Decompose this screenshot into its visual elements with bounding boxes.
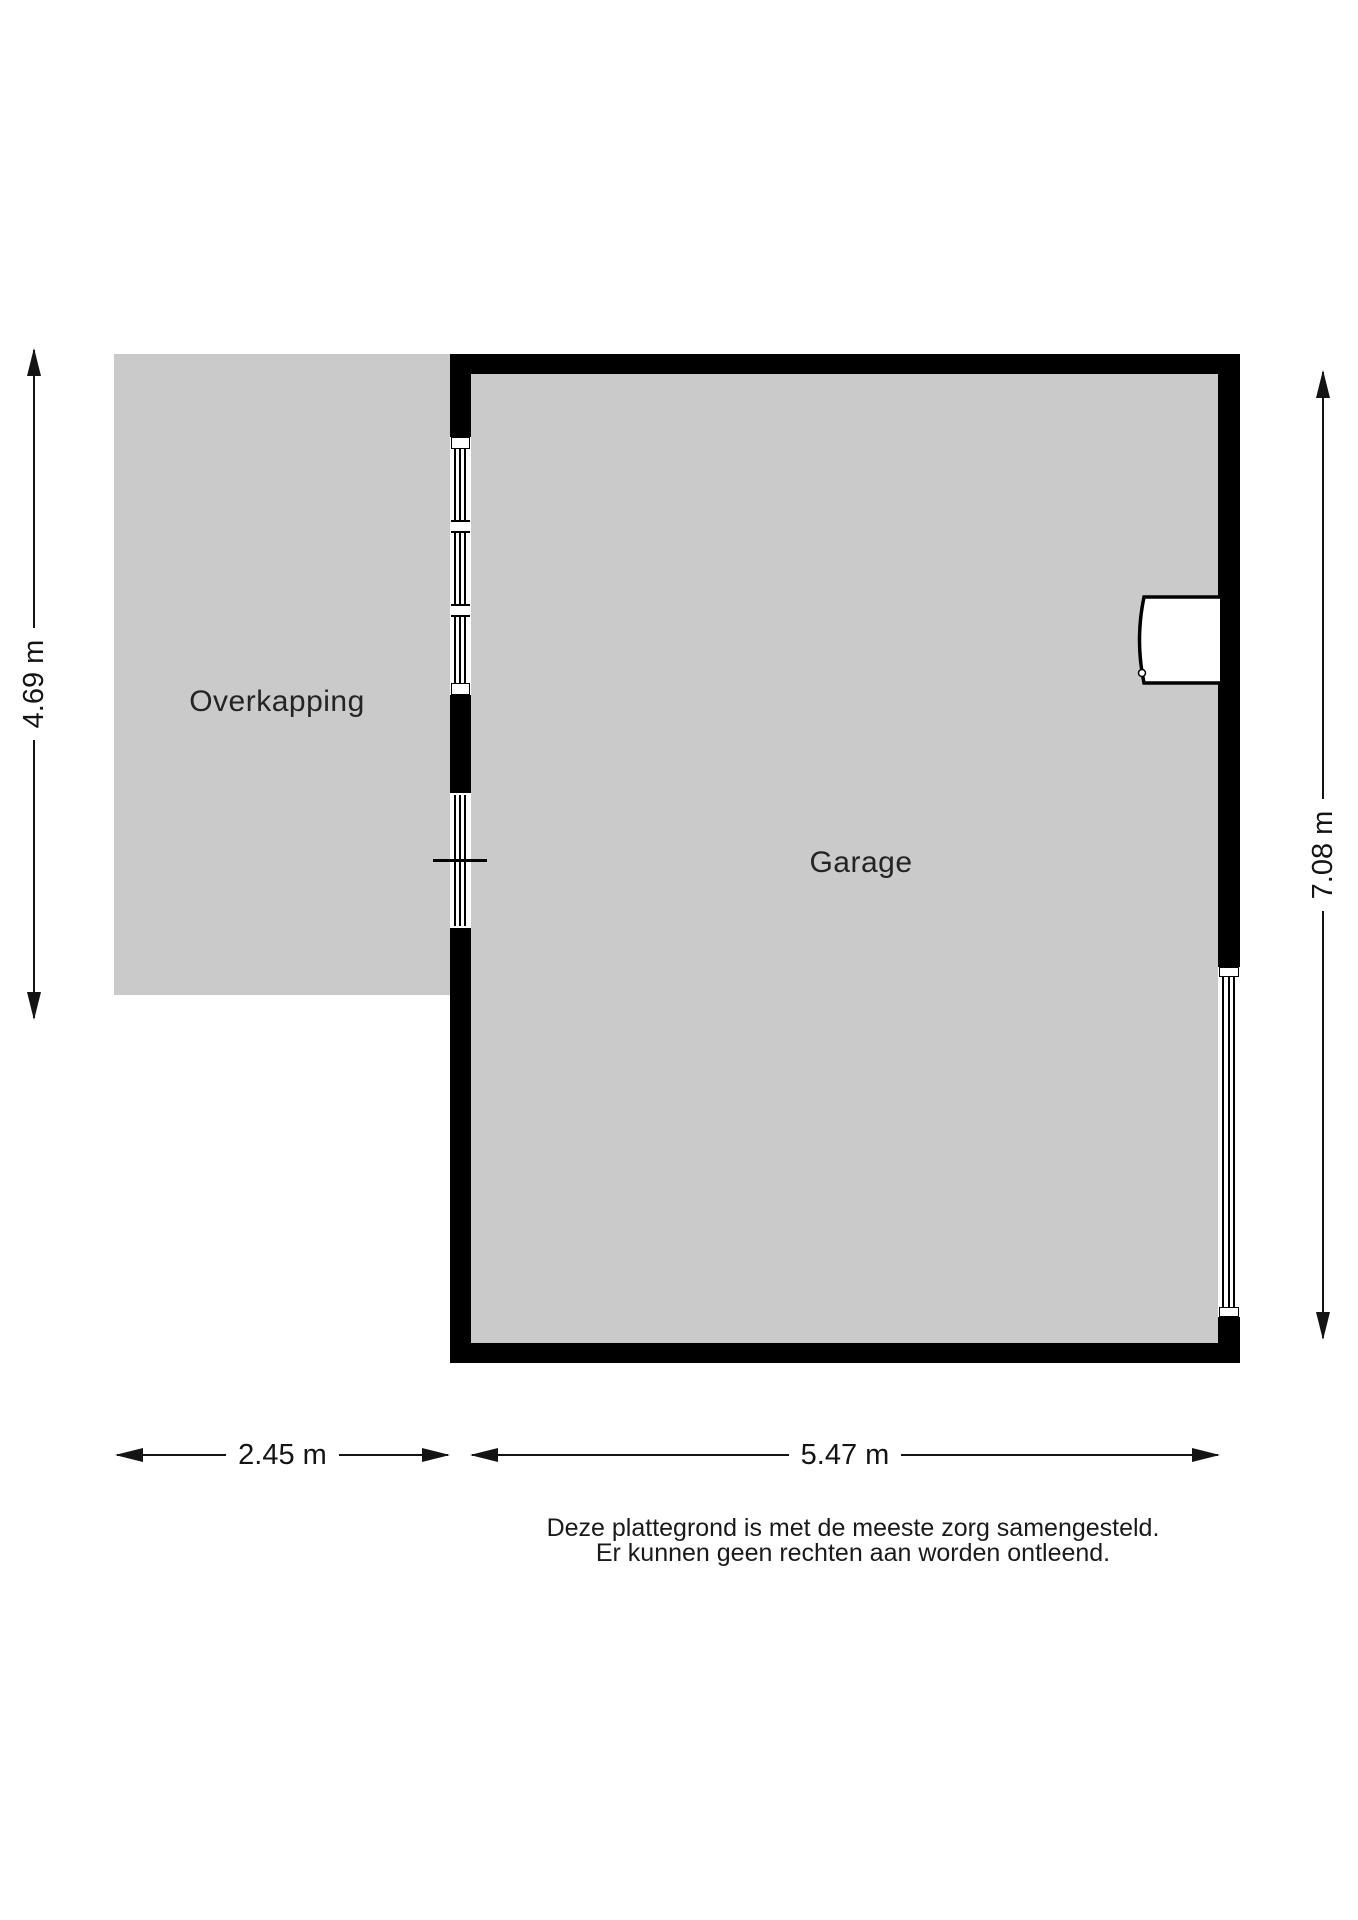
garage-wall-right-upper xyxy=(1218,354,1240,967)
garage-wall-top xyxy=(450,354,1240,374)
disclaimer-line-1: Deze plattegrond is met de meeste zorg samengesteld. xyxy=(546,1514,1160,1542)
arrow-down-icon xyxy=(1316,1312,1330,1340)
arrow-left-icon xyxy=(115,1448,143,1462)
garage-wall-left-lower xyxy=(450,928,471,1363)
room-label-overkapping: Overkapping xyxy=(189,685,365,718)
arrow-up-icon xyxy=(27,348,41,376)
dimension-overkapping-width xyxy=(115,1439,450,1471)
window-sill xyxy=(451,437,470,449)
arrow-down-icon xyxy=(27,992,41,1020)
dimension-overkapping-height xyxy=(18,348,50,1020)
garage-wall-left-middle xyxy=(450,695,471,793)
door-leaf-icon xyxy=(1128,594,1220,686)
garage-wall-left-upper xyxy=(450,354,471,437)
door-sill xyxy=(1219,967,1239,977)
room-label-garage: Garage xyxy=(809,846,913,879)
dimension-label: 2.45 m xyxy=(226,1439,339,1472)
garage-wall-bottom xyxy=(450,1343,1240,1363)
window-tick-mark xyxy=(433,859,487,862)
window-divider xyxy=(451,604,470,617)
dimension-label: 4.69 m xyxy=(18,628,51,741)
arrow-right-icon xyxy=(1192,1448,1220,1462)
dimension-garage-height xyxy=(1307,370,1339,1340)
disclaimer-line-2: Er kunnen geen rechten aan worden ontleend. xyxy=(595,1539,1111,1567)
window-glass xyxy=(454,533,466,604)
garage-wall-right-corner xyxy=(1218,1317,1240,1363)
door-glass xyxy=(1222,977,1235,1307)
dimension-label: 5.47 m xyxy=(789,1439,902,1472)
window-glass xyxy=(454,617,466,683)
window-sill xyxy=(451,683,470,695)
room-overkapping-area xyxy=(114,354,450,995)
disclaimer-text xyxy=(453,1516,1253,1566)
door-sill xyxy=(1219,1307,1239,1317)
arrow-left-icon xyxy=(470,1448,498,1462)
arrow-up-icon xyxy=(1316,370,1330,398)
dimension-label: 7.08 m xyxy=(1307,799,1340,912)
dimension-garage-width xyxy=(470,1439,1220,1471)
left-wall-window-upper-icon xyxy=(450,437,471,695)
right-wall-garage-door-icon xyxy=(1218,967,1240,1317)
door-hinge-circle xyxy=(1139,670,1146,677)
arrow-right-icon xyxy=(422,1448,450,1462)
window-glass xyxy=(454,449,466,520)
window-divider xyxy=(451,520,470,533)
